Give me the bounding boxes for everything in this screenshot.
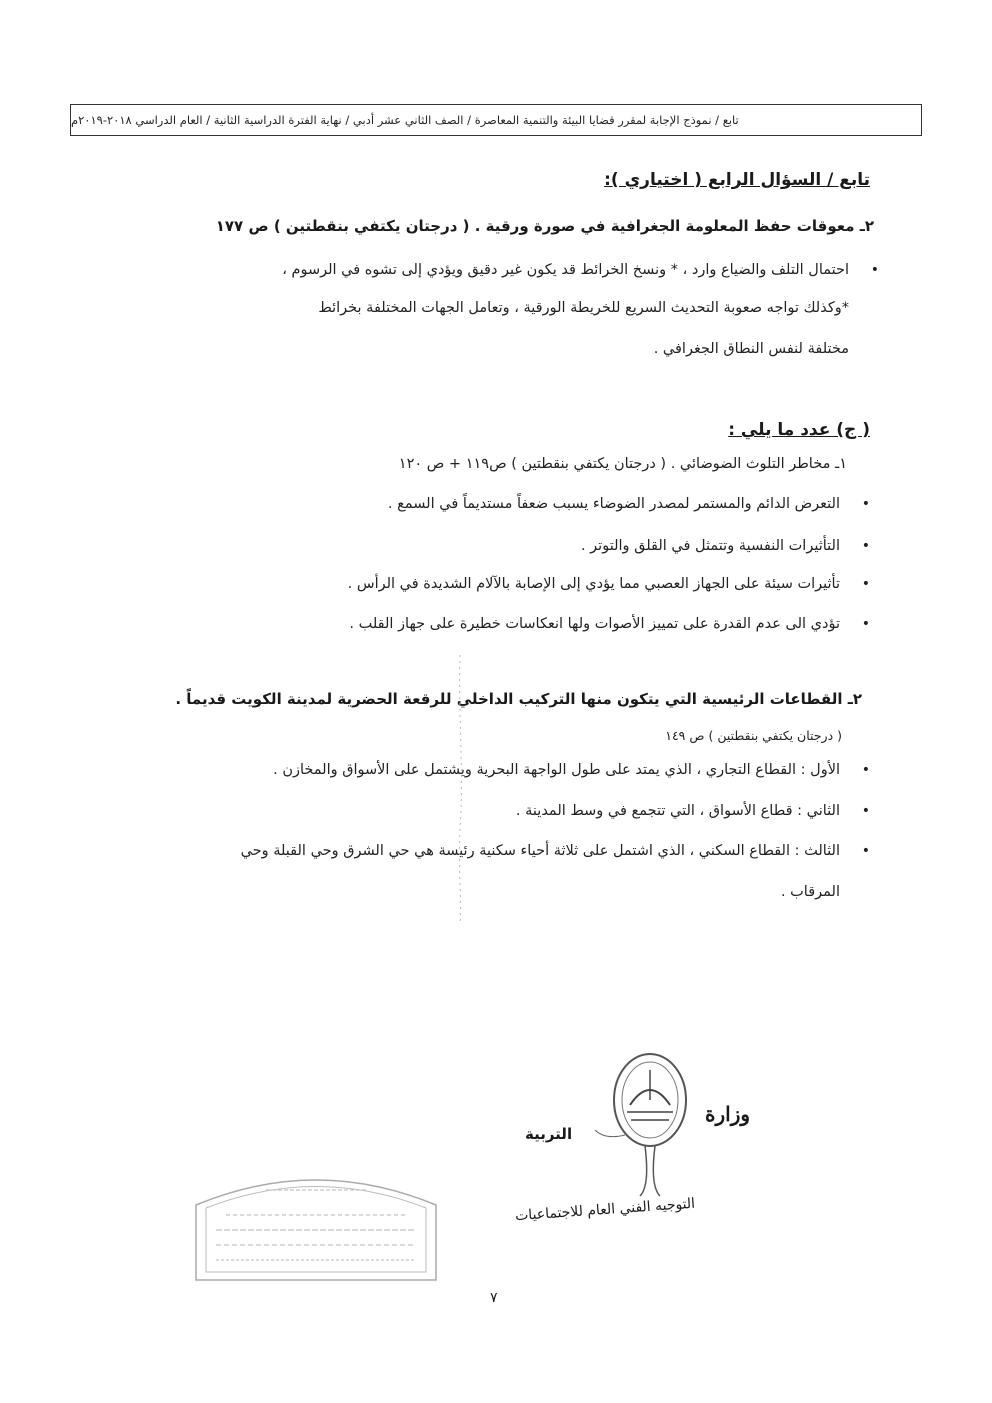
header-text: تابع / نموذج الإجابة لمقرر قضايا البيئة والتنمية المعاصرة / الصف الثاني عشر أدبي / نهاية الفترة الدراسية الثانية / العام الدراسي ٢٠١٨-٢٠١٩م — [71, 113, 739, 127]
seal-label-ministry: وزارة — [705, 1102, 751, 1126]
c1-bullet-2: التأثيرات النفسية وتتمثل في القلق والتوتر . • — [581, 538, 840, 554]
question-2-line: ٢ـ معوقات حفظ المعلومة الجغرافية في صورة ورقية . ( درجتان يكتفي بنقطتين ) ص ١٧٧ — [215, 217, 874, 235]
c1-bullet-3: تأثيرات سيئة على الجهاز العصبي مما يؤدي إلى الإصابة بالآلام الشديدة في الرأس . • — [348, 576, 840, 592]
section-title-c: ( ج) عدد ما يلي : — [728, 420, 870, 440]
c-question-2-marks: ( درجتان يكتفي بنقطتين ) ص ١٤٩ — [665, 728, 842, 743]
answer-line-2: *وكذلك تواجه صعوبة التحديث السريع للخريطة الورقية ، وتعامل الجهات المختلفة بخرائط — [318, 300, 849, 316]
c2-bullet-1: الأول : القطاع التجاري ، الذي يمتد على طول الواجهة البحرية ويشتمل على الأسواق والمخازن . • — [273, 762, 840, 778]
stamp-graphic — [186, 1160, 446, 1285]
page-number: ٧ — [490, 1290, 498, 1306]
c-question-2: ٢ـ القطاعات الرئيسية التي يتكون منها التركيب الداخلي للرقعة الحضرية لمدينة الكويت قديماً . — [175, 690, 862, 708]
c1-bullet-4: تؤدي الى عدم القدرة على تمييز الأصوات ولها انعكاسات خطيرة على جهاز القلب . • — [349, 616, 840, 632]
c2-bullet-2: الثاني : قطاع الأسواق ، التي تتجمع في وسط المدينة . • — [516, 803, 840, 819]
seal-signature-line: التوجيه الفني العام للاجتماعيات — [514, 1195, 696, 1225]
c2-bullet-3-cont: المرقاب . — [780, 884, 840, 900]
c1-bullet-1: التعرض الدائم والمستمر لمصدر الضوضاء يسبب ضعفاً مستديماً في السمع . • — [388, 496, 840, 512]
c-question-1: ١ـ مخاطر التلوث الضوضائي . ( درجتان يكتفي بنقطتين ) ص١١٩ + ص ١٢٠ — [398, 456, 847, 472]
answer-line-1: احتمال التلف والضياع وارد ، * ونسخ الخرائط قد يكون غير دقيق ويؤدي إلى تشوه في الرسوم ، • — [282, 262, 849, 278]
header-box — [70, 104, 922, 136]
scan-mark — [440, 650, 480, 930]
c2-bullet-3: الثالث : القطاع السكني ، الذي اشتمل على ثلاثة أحياء سكنية رئيسة هي حي الشرق وحي القبلة وحي • — [241, 843, 840, 859]
ministry-seal — [514, 1050, 905, 1240]
faded-stamp — [186, 1160, 446, 1285]
seal-label-education: التربية — [525, 1125, 573, 1143]
section-title-q4: تابع / السؤال الرابع ( اختياري ): — [604, 170, 870, 190]
answer-line-3: مختلفة لنفس النطاق الجغرافي . — [653, 341, 849, 357]
